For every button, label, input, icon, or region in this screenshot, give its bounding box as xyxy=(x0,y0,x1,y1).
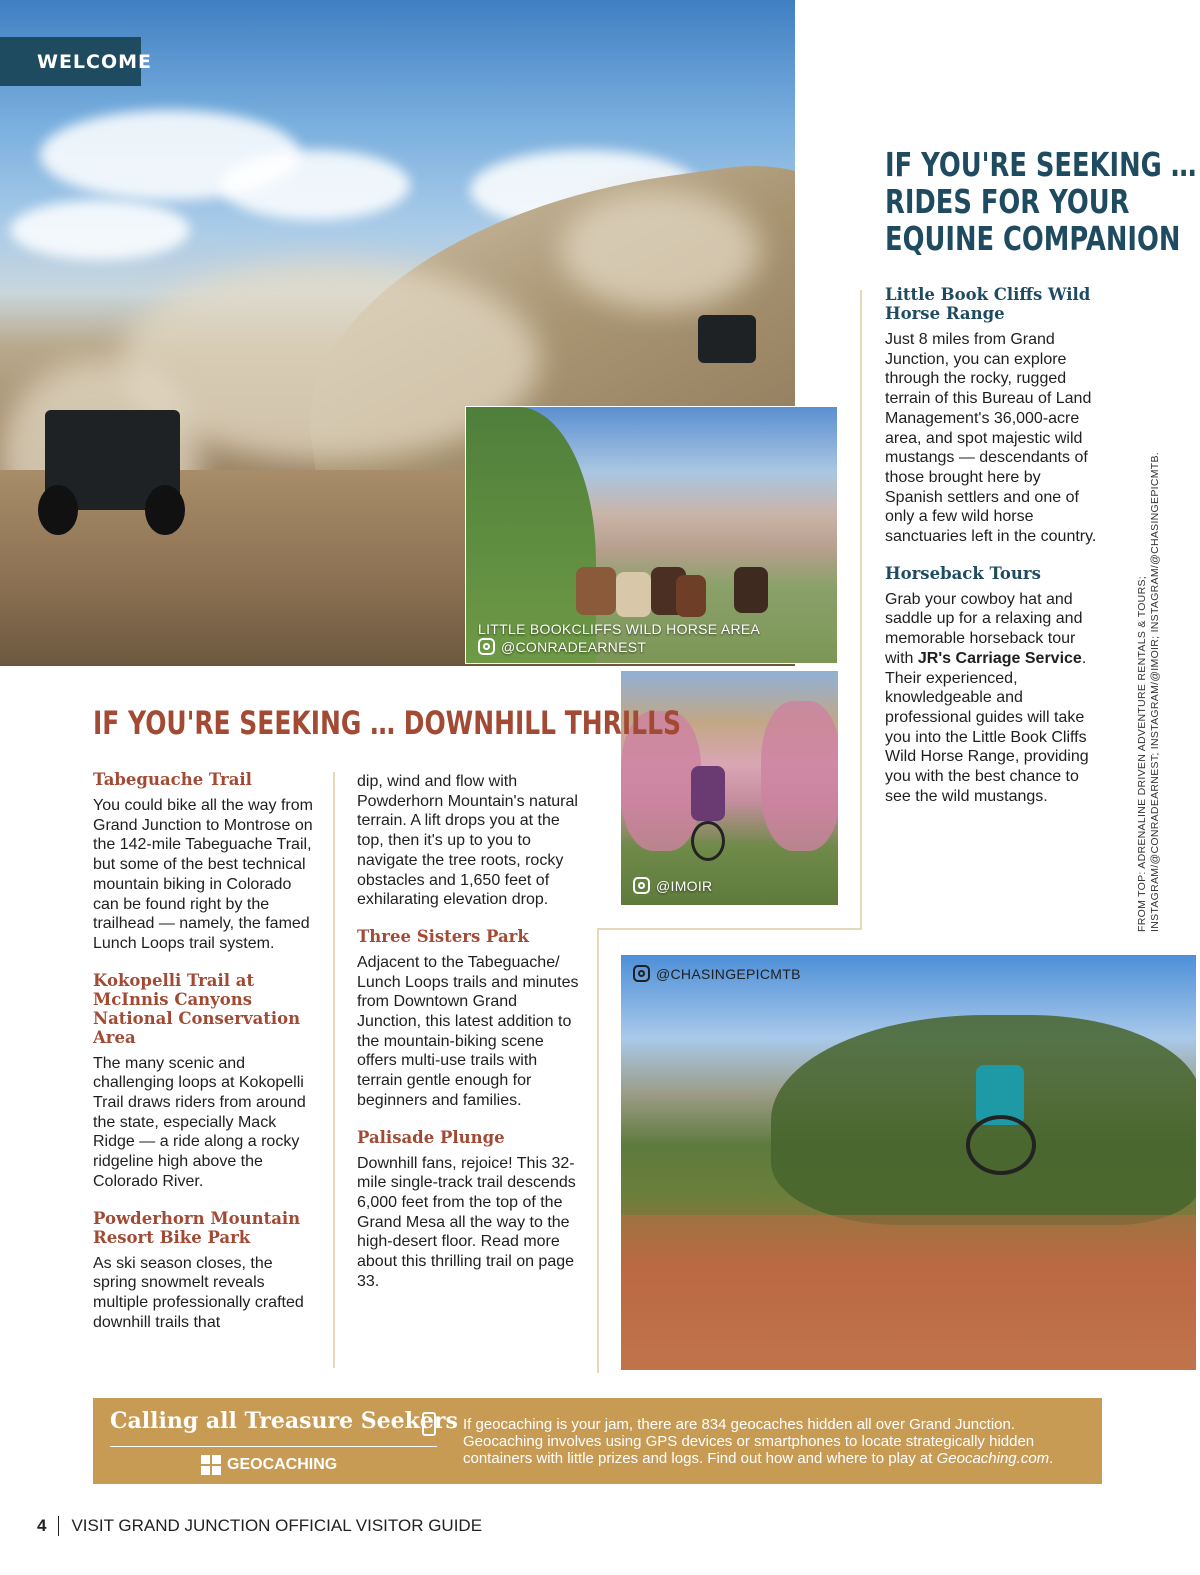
mtb-credit: @CHASINGEPICMTB xyxy=(656,965,801,982)
downhill-heading: IF YOU'RE SEEKING … DOWNHILL THRILLS xyxy=(93,704,681,742)
instagram-icon xyxy=(633,965,650,982)
divider xyxy=(860,290,862,930)
utv-back xyxy=(698,315,756,363)
photo-credits: FROM TOP: ADRENALINE DRIVEN ADVENTURE RENTALS & TOURS; INSTAGRAM/@CONRADEARNEST; INSTAGRAM/@IMOIR; INSTAGRAM/@CHASINGEPICMTB. xyxy=(1136,451,1161,932)
divider xyxy=(597,928,599,1373)
horses-photo xyxy=(465,406,838,664)
paragraph: The many scenic and challenging loops at Kokopelli Trail draws riders from around the state, especially Mack Ridge — a ride along a rocky ridgeline high above the Colorado River. xyxy=(93,1054,306,1190)
phone-icon xyxy=(422,1412,436,1436)
subheading: Three Sisters Park xyxy=(357,926,529,946)
paragraph: Adjacent to the Tabeguache/ Lunch Loops trails and minutes from Downtown Grand Junction, this latest addition to the mountain-biking scene offers multi-use trails with terrain gentle enough for beginners and families. xyxy=(357,953,579,1109)
paragraph: As ski season closes, the spring snowmelt reveals multiple professionally crafted downhill trails that xyxy=(93,1254,304,1331)
divider xyxy=(58,1516,59,1536)
divider xyxy=(110,1446,437,1447)
bloom-credit: @IMOIR xyxy=(656,877,713,894)
geocaching-title: Calling all Treasure Seekers xyxy=(110,1408,458,1434)
downhill-column-2 xyxy=(357,772,582,1291)
paragraph: Just 8 miles from Grand Junction, you can explore through the rocky, rugged terrain of this Bureau of Land Management's 36,000-acre area, and spot majestic wild mustangs — descendants of those brought here by Spanish settlers and one of only a few wild horse sanctuaries left in the country. xyxy=(885,331,1097,546)
downhill-column-1 xyxy=(93,770,318,1332)
horses-credit: @CONRADEARNEST xyxy=(501,638,647,655)
instagram-icon xyxy=(633,877,650,894)
subheading: Tabeguache Trail xyxy=(93,770,252,789)
subheading: Palisade Plunge xyxy=(357,1127,505,1147)
equine-heading: IF YOU'RE SEEKING … RIDES FOR YOUR EQUINE COMPANION xyxy=(885,145,1197,258)
subheading: Powderhorn Mountain Resort Bike Park xyxy=(93,1208,301,1247)
section-tab: WELCOME xyxy=(0,37,141,86)
mountain-bike-photo xyxy=(621,955,1196,1370)
publication-title: VISIT GRAND JUNCTION OFFICIAL VISITOR GUIDE xyxy=(71,1516,483,1535)
page-number: 4 xyxy=(37,1516,47,1535)
geocaching-logo-icon xyxy=(201,1455,221,1475)
subheading: Little Book Cliffs Wild Horse Range xyxy=(885,285,1091,323)
subheading: Kokopelli Trail at McInnis Canyons National Conservation Area xyxy=(93,970,301,1047)
equine-column xyxy=(885,285,1100,806)
paragraph: dip, wind and flow with Powderhorn Mountain's natural terrain. A lift drops you at the top, then it's up to you to navigate the tree roots, rocky obstacles and 1,650 feet of exhilarating elevation drop. xyxy=(357,773,578,909)
divider xyxy=(597,928,862,930)
paragraph: Grab your cowboy hat and saddle up for a relaxing and memorable horseback tour with JR's Carriage Service. Their experienced, knowledgeable and professional guides will take you into the Little Book Cliffs Wild Horse Range, providing you with the best chance to see the wild mustangs. xyxy=(885,590,1089,805)
subheading: Horseback Tours xyxy=(885,563,1041,583)
geocaching-logo: GEOCACHING xyxy=(201,1455,337,1475)
geocaching-text: If geocaching is your jam, there are 834 geocaches hidden all over Grand Junction. Geocaching involves using GPS devices or smartphones to locate strategically hidden containers with little prizes and logs. Find out how and where to play at Geocaching.com. xyxy=(463,1416,1054,1467)
geocaching-link[interactable]: Geocaching.com xyxy=(936,1449,1050,1467)
divider xyxy=(333,772,335,1368)
instagram-icon xyxy=(478,638,495,655)
horses-caption: LITTLE BOOKCLIFFS WILD HORSE AREA xyxy=(478,621,761,637)
paragraph: You could bike all the way from Grand Junction to Montrose on the 142-mile Tabeguache Trail, but some of the best technical mountain biking in Colorado can be found right by the trailhead — namely, the famed Lunch Loops trail system. xyxy=(93,797,313,952)
paragraph: Downhill fans, rejoice! This 32-mile single-track trail descends 6,000 feet from the top of the Grand Mesa all the way to the high-desert floor. Read more about this thrilling trail on page 33. xyxy=(357,1154,576,1290)
jrs-carriage-service: JR's Carriage Service xyxy=(917,649,1082,667)
page-footer xyxy=(37,1516,482,1536)
